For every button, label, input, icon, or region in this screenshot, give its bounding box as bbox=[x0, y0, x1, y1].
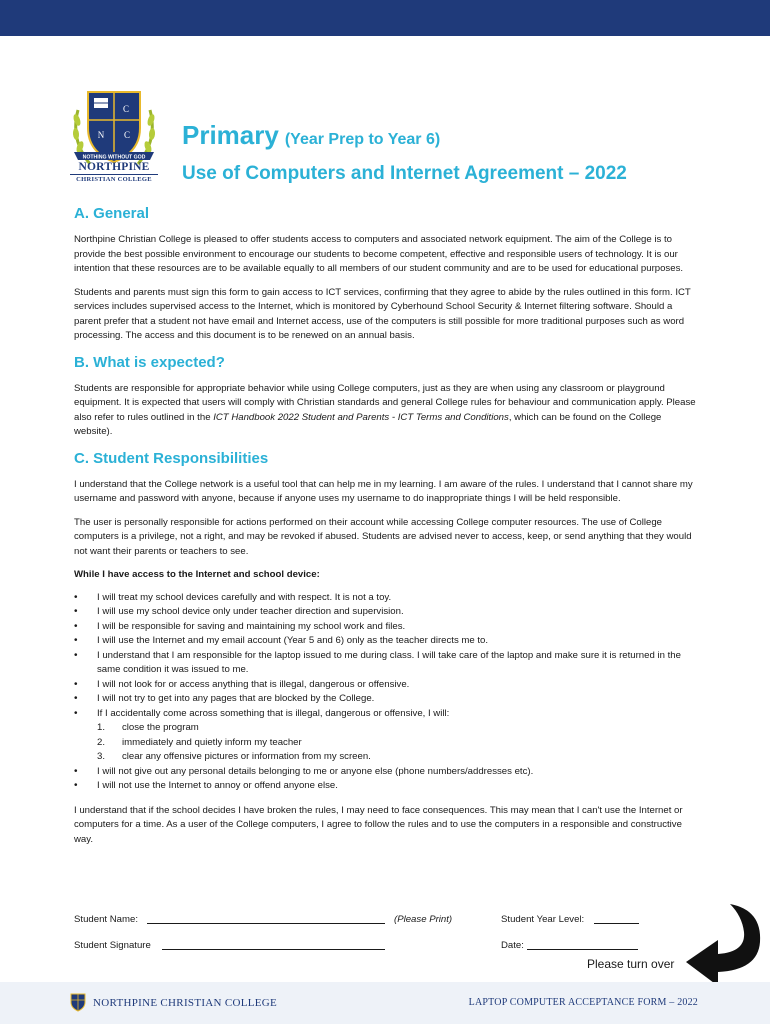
step-text: close the program bbox=[122, 722, 199, 733]
title-main: Primary bbox=[182, 120, 279, 150]
date-field[interactable] bbox=[527, 940, 638, 950]
list-item: • I will use my school device only under teacher direction and supervision. bbox=[74, 605, 698, 620]
svg-text:NOTHING WITHOUT GOD: NOTHING WITHOUT GOD bbox=[82, 154, 146, 161]
page-footer bbox=[0, 982, 770, 1024]
footer-crest-icon bbox=[70, 993, 86, 1012]
list-item: • I understand that I am responsible for the laptop issued to me during class. I will take care of the laptop and make sure it is returned in the same condition it was issued to me. bbox=[74, 649, 698, 678]
date-label: Date: bbox=[501, 940, 524, 951]
please-print-note: (Please Print) bbox=[394, 914, 453, 925]
top-banner bbox=[0, 0, 770, 36]
title-sub: (Year Prep to Year 6) bbox=[284, 131, 441, 148]
footer-college-name: NORTHPINE CHRISTIAN COLLEGE bbox=[93, 997, 278, 1009]
section-b-paragraph bbox=[74, 382, 698, 440]
list-item bbox=[97, 721, 698, 736]
responsibility-list bbox=[74, 591, 698, 722]
section-b-text: Students are responsible for appropriate behavior while using College computers, just as they are when using any classroom or playground equipment. It is expected that users will comply with Christian standards and general College rules for behaviour and communication apply. Please also refer to rules outlined in the bbox=[74, 382, 696, 423]
svg-text:N: N bbox=[97, 130, 105, 140]
student-signature-label: Student Signature bbox=[74, 940, 151, 951]
section-a-heading: A. General bbox=[74, 205, 150, 222]
student-name-field[interactable] bbox=[147, 914, 385, 924]
accident-steps-list bbox=[97, 721, 698, 765]
section-b-heading: B. What is expected? bbox=[74, 353, 225, 371]
step-number: 3. bbox=[97, 751, 106, 762]
section-a-paragraph: Northpine Christian College is pleased to offer students access to computers and associated network equipment. The aim of the College is to provide the best possible environment to encourage our students to become competent, effective and responsible users of technology. It is our intention that these resources are to be available equally to all members of our student community and are to be used for educational purposes. bbox=[74, 234, 684, 274]
consequences-paragraph: I understand that if the school decides I have broken the rules, I may need to face consequences. This may mean that I can't use the Internet or computers for a time. As a user of the College computers, I agree to follow the rules and to use the computers in a responsible and constructive way. bbox=[74, 804, 683, 845]
year-level-field[interactable] bbox=[594, 914, 639, 924]
list-item bbox=[97, 736, 698, 751]
svg-text:C: C bbox=[123, 130, 131, 140]
section-b-text-end: , which can be found on the College website). bbox=[74, 411, 662, 437]
while-label: While I have access to the Internet and school device: bbox=[74, 569, 320, 580]
turn-over-note: Please turn over bbox=[587, 957, 675, 971]
agreement-body bbox=[74, 204, 698, 856]
list-item: • I will treat my school devices carefully and with respect. It is not a toy. bbox=[74, 591, 698, 606]
step-number: 2. bbox=[97, 736, 106, 748]
handbook-reference: ICT Handbook 2022 Student and Parents - ICT Terms and Conditions bbox=[213, 411, 509, 423]
step-number: 1. bbox=[97, 722, 106, 733]
list-item: • I will not look for or access anything that is illegal, dangerous or offensive. bbox=[74, 678, 698, 693]
logo-name: NORTHPINE bbox=[78, 161, 150, 173]
footer-form-title: LAPTOP COMPUTER ACCEPTANCE FORM – 2022 bbox=[468, 997, 698, 1008]
list-item: • I will not use the Internet to annoy or offend anyone else. bbox=[74, 779, 698, 794]
section-c-paragraph: The user is personally responsible for actions performed on their account while accessing College computer resources. The use of College computers is a privilege, not a right, and may be revoked if abused. Students are advised never to access, keep, or send anything that they would not want their parents or teachers to see. bbox=[74, 516, 692, 557]
year-level-label: Student Year Level: bbox=[501, 914, 585, 925]
step-text: clear any offensive pictures or information from my screen. bbox=[122, 751, 371, 762]
step-text: immediately and quietly inform my teacher bbox=[122, 736, 302, 748]
section-c-heading: C. Student Responsibilities bbox=[74, 449, 269, 467]
list-item: • If I accidentally come across something that is illegal, dangerous or offensive, I will: bbox=[74, 707, 698, 722]
responsibility-list-continued bbox=[74, 765, 698, 794]
logo-subname: CHRISTIAN COLLEGE bbox=[70, 174, 158, 183]
list-item: • I will not give out any personal details belonging to me or anyone else (phone numbers/addresses etc). bbox=[74, 765, 698, 780]
section-c-paragraph: I understand that the College network is a useful tool that can help me in my learning. I am aware of the rules. I understand that I cannot share my username and password with anyone, because if anyone uses my username to do inappropriate things I will be held responsible. bbox=[74, 478, 693, 504]
list-item: • I will be responsible for saving and maintaining my school work and files. bbox=[74, 620, 698, 635]
list-item: • I will not try to get into any pages that are blocked by the College. bbox=[74, 692, 698, 707]
curved-arrow-icon bbox=[682, 900, 768, 992]
student-signature-field[interactable] bbox=[162, 940, 385, 950]
logo-wordmark bbox=[70, 161, 158, 183]
svg-text:C: C bbox=[122, 104, 130, 114]
list-item: • I will use the Internet and my email account (Year 5 and 6) only as the teacher directs me to. bbox=[74, 634, 698, 649]
page-title bbox=[182, 120, 440, 151]
section-a-paragraph: Students and parents must sign this form to gain access to ICT services, confirming that they agree to abide by the rules outlined in this form. ICT services includes supervised access to the Internet, which is monitored by Cyberhound School Security & Internet filtering software. Should a parent prefer that a student not have email and Internet access, use of the computers is still possible for more traditional purposes such as word processing. The access and this document is to be renewed on an annual basis. bbox=[74, 286, 691, 341]
page-subtitle: Use of Computers and Internet Agreement – 2022 bbox=[182, 163, 627, 184]
list-item bbox=[97, 750, 698, 765]
student-name-label: Student Name: bbox=[74, 914, 138, 925]
